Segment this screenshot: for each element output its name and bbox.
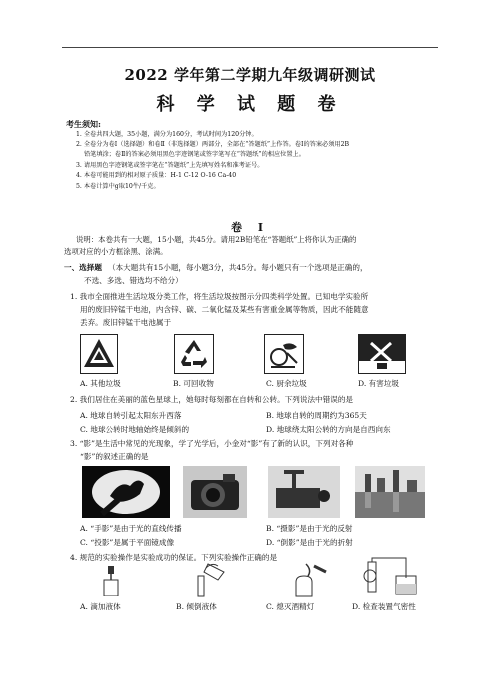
hand-shadow-photo [82, 466, 170, 518]
question-2-stem: 2. 我们居住在美丽的蓝色星球上，她每时每刻都在自转和公转。下列说法中错误的是 [70, 395, 354, 404]
camera-photo [183, 466, 247, 518]
hazardous-waste-icon [358, 334, 406, 374]
q1-option-d: D. 有害垃圾 [358, 379, 400, 388]
question-4-stem: 4. 规范的实验操作是实验成功的保证。下列实验操作正确的是 [70, 553, 278, 562]
exam-subtitle: 科 学 试 题 卷 [156, 94, 344, 115]
q3-option-b: B. “摄影”是由于光的反射 [266, 524, 353, 533]
notice-item: 5. 本卷计算中g取10牛/千克。 [76, 183, 160, 190]
pouring-drawing [178, 562, 240, 598]
notice-item: 4. 本卷可能用到的相对原子质量：H-1 C-12 O-16 Ca-40 [76, 172, 237, 179]
recyclable-icon [174, 334, 214, 374]
notice-item: 1. 全卷共四大题，35小题，满分为160分，考试时间为120分钟。 [76, 131, 258, 138]
kitchen-waste-icon [264, 334, 304, 374]
notice-item: 铅笔填涂；卷Ⅱ的答案必须用黑色字迹钢笔或签字笔写在“答题纸”的相应位置上。 [84, 151, 305, 158]
q3-option-a: A. “手影”是由于光的直线传播 [80, 524, 182, 533]
q2-option-c: C. 地球公转时地轴始终是倾斜的 [80, 425, 190, 434]
section-note: 选项对应的小方框涂黑、涂满。 [64, 247, 168, 256]
exam-title: 2022 学年第二学期九年级调研测试 [124, 66, 376, 84]
notice-item: 2. 全卷分为卷Ⅰ（选择题）和卷Ⅱ（非选择题）两部分，全部在“答题纸”上作答。卷Ⅰ的答案必须用2B [76, 141, 350, 148]
q2-option-b: B. 地球自转的周期约为365天 [266, 411, 367, 420]
section-title: 卷 Ⅰ [231, 221, 269, 234]
question-3-stem: “影”的叙述正确的是 [80, 452, 149, 461]
q1-option-b: B. 可回收物 [173, 379, 214, 388]
question-1-stem: 丢弃。废旧锌锰干电池属于 [80, 318, 172, 327]
notice-heading: 考生须知: [66, 119, 101, 129]
projector-photo [268, 466, 340, 518]
question-3-stem: 3. “影”是生活中常见的光现象，学了光学后，小金对“影”有了新的认识，下列对各种 [70, 439, 354, 448]
q2-option-a: A. 地球自转引起太阳东升西落 [80, 411, 182, 420]
top-rule [62, 47, 438, 48]
q1-option-c: C. 厨余垃圾 [266, 379, 307, 388]
reflection-photo [355, 466, 425, 518]
airtightness-check-drawing [360, 556, 420, 598]
part-desc: （本大题共有15小题，每小题3分，共45分。每小题只有一个选项是正确的， [108, 263, 368, 272]
q4-option-b: B. 倾倒液体 [176, 602, 217, 611]
question-1-stem: 用的废旧锌锰干电池，内含锌、碳、二氧化锰及某些有害重金属等物质，因此不能随意 [80, 305, 369, 314]
q3-option-c: C. “投影”是属于平面镜成像 [80, 538, 175, 547]
q2-option-d: D. 地球绕太阳公转的方向是自西向东 [266, 425, 391, 434]
dropper-drawing [82, 566, 142, 596]
part-title: 一、选择题 [64, 263, 102, 272]
other-waste-icon [80, 334, 118, 374]
q4-option-a: A. 滴加液体 [80, 602, 121, 611]
question-1-stem: 1. 我市全面推进生活垃圾分类工作，将生活垃圾按图示分四类科学处置。已知电学实验所 [70, 292, 369, 301]
q1-option-a: A. 其他垃圾 [80, 379, 121, 388]
alcohol-lamp-drawing [272, 562, 336, 598]
part-desc: 不选、多选、错选均不给分） [84, 276, 183, 285]
section-note: 说明：本卷共有一大题，15小题，共45分。请用2B铅笔在“答题纸”上将你认为正确的 [76, 235, 357, 244]
notice-item: 3. 请用黑色字迹钢笔或签字笔在“答题纸”上先填写姓名和准考证号。 [76, 162, 264, 169]
q4-option-c: C. 熄灭酒精灯 [266, 602, 315, 611]
q4-option-d: D. 检查装置气密性 [352, 602, 416, 611]
q3-option-d: D. “倒影”是由于光的折射 [266, 538, 353, 547]
